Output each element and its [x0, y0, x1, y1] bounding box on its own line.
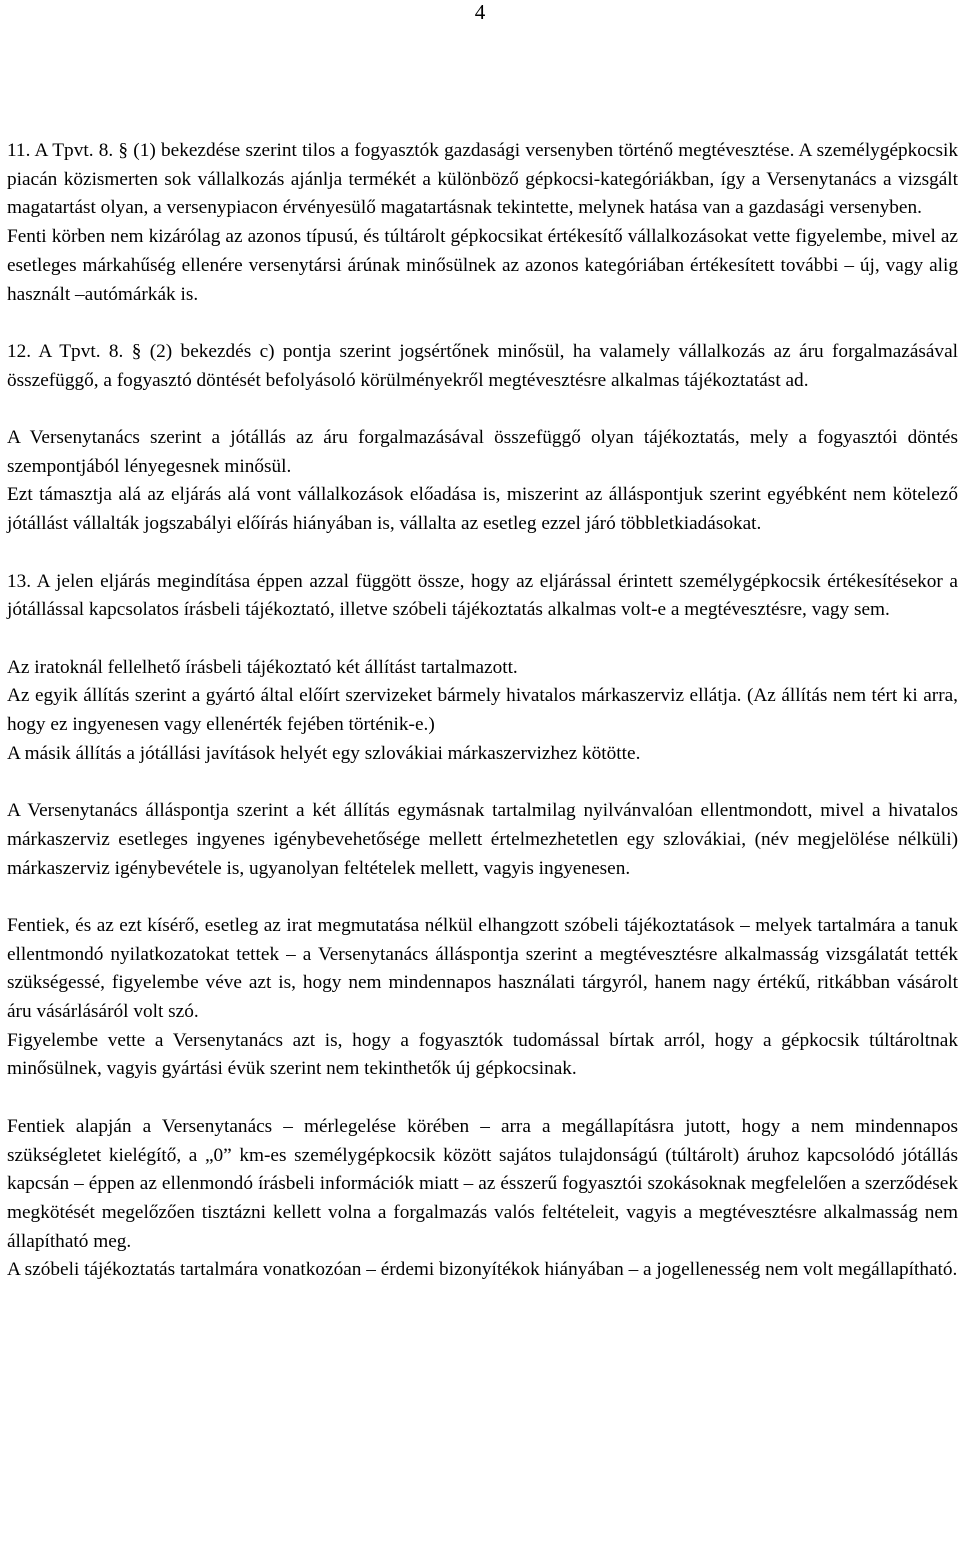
page-number: 4 — [474, 0, 486, 24]
document-body — [7, 137, 958, 1285]
paragraph-oral-information: Fentiek, és az ezt kísérő, esetleg az irat megmutatása nélkül elhangzott szóbeli tájékoztatások – melyek tartalmára a tanuk ellentmondó nyilatkozatokat tettek – a Versenytanács álláspontja szerint a megtévesztésre alkalmasság vizsgálatát tették szükségessé, figyelembe véve azt is, hogy nem mindennapos használati tárgyról, hanem nagy értékű, ritkábban vásárolt áru vásárlásáról volt szó. — [7, 914, 958, 1022]
paragraph-12-support: Ezt támasztja alá az eljárás alá vont vállalkozások előadása is, miszerint az álláspontjuk szerint egyébként nem kötelező jótállást vállalták jogszabályi előírás hiányában is, vállalta az esetleg ezzel járó többletkiadásokat. — [7, 484, 958, 535]
paragraph-contradiction: A Versenytanács álláspontja szerint a két állítás egymásnak tartalmilag nyilvánvalóan ellentmondott, mivel a hivatalos márkaszerviz esetleges ingyenes igénybevehetősége mellett értelmezhetetlen egy szlovákiai, (név megjelölése nélküli) márkaszerviz igénybevétele is, ugyanolyan feltételek mellett, vagyis ingyenesen. — [7, 800, 958, 879]
paragraph-13-statements: Az iratoknál fellelhető írásbeli tájékoztató két állítást tartalmazott. — [7, 656, 518, 678]
paragraph-11: 11. A Tpvt. 8. § (1) bekezdése szerint tilos a fogyasztók gazdasági versenyben történő megtévesztése. A személygépkocsik piacán közismerten sok vállalkozás ajánlja termékét a különböző gépkocsi-kategóriákban, így a Versenytanács a vizsgált magatartást olyan, a versenypiacon érvényesülő magatartásnak tekintette, melynek hatása van a gazdasági versenyben. — [7, 140, 958, 219]
paragraph-final: A szóbeli tájékoztatás tartalmára vonatkozóan – érdemi bizonyítékok hiányában – a jogellenesség nem volt megállapítható. — [7, 1259, 958, 1281]
paragraph-conclusion: Fentiek alapján a Versenytanács – mérlegelése körében – arra a megállapításra jutott, hogy a nem mindennapos szükségletet kielégítő, a „0” km-es személygépkocsik között sajátos tulajdonságú (túltárolt) áruhoz kapcsolódó jótállás kapcsán – éppen az ellenmondó írásbeli információk miatt – az ésszerű fogyasztói szokásoknak megfelelően a szerződések megkötését megelőzően tisztázni kellett volna a forgalmazás valós feltételeit, vagyis a megtévesztésre alkalmasság nem állapítható meg. — [7, 1115, 958, 1252]
paragraph-13-second-statement: A másik állítás a jótállási javítások helyét egy szlovákiai márkaszervizhez kötötte. — [7, 742, 641, 764]
paragraph-overstored-cars: Figyelembe vette a Versenytanács azt is, hogy a fogyasztók tudomással bírtak arról, hogy a gépkocsik túltároltnak minősülnek, vagyis gyártási évük szerint nem tekinthetők új gépkocsinak. — [7, 1029, 958, 1080]
paragraph-11-continued: Fenti körben nem kizárólag az azonos típusú, és túltárolt gépkocsikat értékesítő vállalkozásokat vette figyelembe, mivel az esetleges márkahűség ellenére versenytársi árúnak minősülnek az azonos kategóriában értékesített további – új, vagy alig használt –autómárkák is. — [7, 226, 958, 305]
paragraph-13-first-statement: Az egyik állítás szerint a gyártó által előírt szervizeket bármely hivatalos márkaszerviz ellátja. (Az állítás nem tért ki arra, hogy ez ingyenesen vagy ellenérték fejében történik-e.) — [7, 685, 958, 735]
paragraph-12-jotallas: A Versenytanács szerint a jótállás az áru forgalmazásával összefüggő olyan tájékoztatás, mely a fogyasztói döntés szempontjából lényegesnek minősül. — [7, 427, 958, 477]
paragraph-12: 12. A Tpvt. 8. § (2) bekezdés c) pontja szerint jogsértőnek minősül, ha valamely vállalkozás az áru forgalmazásával összefüggő, a fogyasztó döntését befolyásoló körülményekről megtévesztésre alkalmas tájékoztatást ad. — [7, 340, 958, 391]
paragraph-13: 13. A jelen eljárás megindítása éppen azzal függött össze, hogy az eljárással érintett személygépkocsik értékesítésekor a jótállással kapcsolatos írásbeli tájékoztató, illetve szóbeli tájékoztatás alkalmas volt-e a megtévesztésre, vagy sem. — [7, 570, 958, 621]
